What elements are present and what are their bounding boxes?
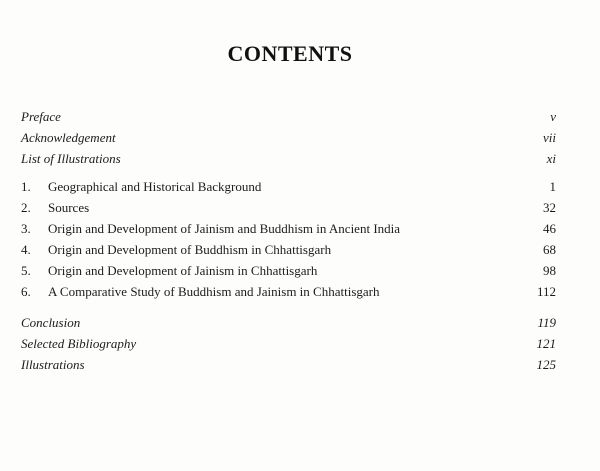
toc-entry[interactable]	[21, 354, 556, 375]
chapter-number: 3.	[21, 221, 31, 236]
toc-entry[interactable]	[21, 106, 556, 127]
toc-entry-page: 121	[536, 336, 556, 351]
chapter-entry[interactable]	[21, 239, 556, 260]
chapter-number: 2.	[21, 200, 31, 215]
toc-entry-label: Preface	[21, 109, 61, 124]
chapter-title: A Comparative Study of Buddhism and Jainism in Chhattisgarh	[48, 284, 380, 299]
toc-entry[interactable]	[21, 312, 556, 333]
toc-entry[interactable]	[21, 127, 556, 148]
toc-entry-page: xi	[546, 151, 556, 166]
chapter-page: 68	[543, 242, 556, 257]
chapter-page: 112	[536, 284, 556, 299]
chapter-number: 1.	[21, 179, 31, 194]
chapter-number: 5.	[21, 263, 31, 278]
chapter-entry[interactable]	[21, 281, 556, 302]
chapter-number: 4.	[21, 242, 31, 257]
toc-entry-page: 119	[537, 315, 556, 330]
chapters-list	[21, 176, 556, 302]
toc-entry-label: Illustrations	[21, 357, 85, 372]
chapter-page: 98	[543, 263, 556, 278]
toc-entry-page: v	[550, 109, 556, 124]
chapter-page: 1	[549, 179, 556, 194]
toc-entry-label: Selected Bibliography	[21, 336, 137, 351]
toc-entry-label: Conclusion	[21, 315, 81, 330]
toc-entry-label: List of Illustrations	[21, 151, 121, 166]
chapter-entry[interactable]	[21, 218, 556, 239]
chapter-entry[interactable]	[21, 176, 556, 197]
toc-entry[interactable]	[21, 148, 556, 169]
chapter-title: Origin and Development of Buddhism in Chhattisgarh	[48, 242, 332, 257]
toc-entry-page: 125	[536, 357, 556, 372]
chapter-page: 46	[543, 221, 556, 236]
chapter-entry[interactable]	[21, 197, 556, 218]
chapter-number: 6.	[21, 284, 31, 299]
chapter-entry[interactable]	[21, 260, 556, 281]
front-matter-list	[21, 106, 556, 169]
chapter-title: Origin and Development of Jainism and Buddhism in Ancient India	[48, 221, 401, 236]
chapter-title: Origin and Development of Jainism in Chhattisgarh	[48, 263, 318, 278]
chapter-title: Sources	[48, 200, 90, 215]
page-title: CONTENTS	[227, 41, 353, 66]
toc-entry[interactable]	[21, 333, 556, 354]
toc-entry-page: vii	[543, 130, 556, 145]
chapter-title: Geographical and Historical Background	[48, 179, 262, 194]
back-matter-list	[21, 312, 556, 375]
toc-entry-label: Acknowledgement	[21, 130, 116, 145]
chapter-page: 32	[543, 200, 556, 215]
